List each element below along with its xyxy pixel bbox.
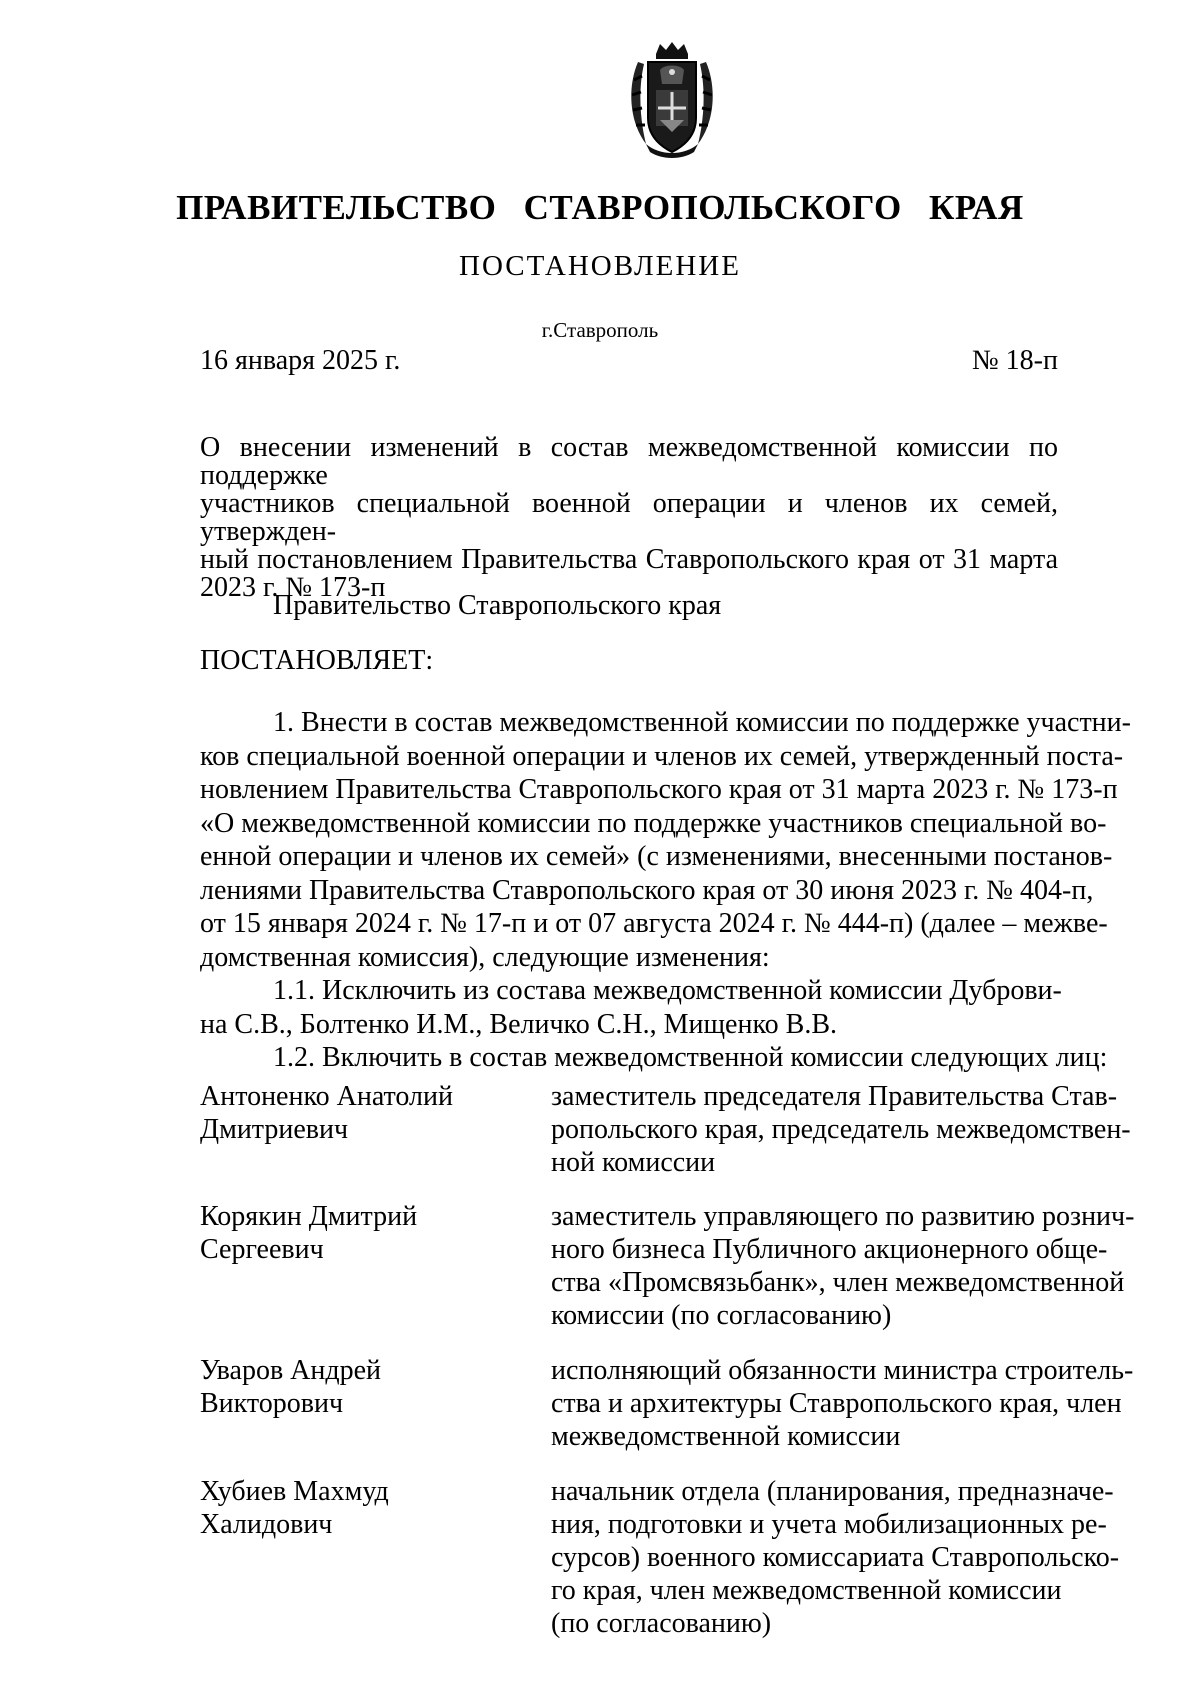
preamble-decree: ПОСТАНОВЛЯЕТ:	[200, 645, 434, 676]
member-role	[551, 1475, 1120, 1640]
item-1-line: новлением Правительства Ставропольского края от 31 марта 2023 г. № 173-п	[200, 774, 1118, 805]
document-date: 16 января 2025 г.	[200, 345, 401, 376]
member-role-line: го края, член межведомственной комиссии	[551, 1575, 1062, 1606]
item-1-line: «О межведомственной комиссии по поддержке участников специальной во-	[200, 807, 1107, 839]
subject-line: 2023 г. № 173-п	[200, 572, 386, 603]
subject-line: ный постановлением Правительства Ставропольского края от 31 марта	[200, 544, 1058, 575]
member-name	[200, 1080, 520, 1146]
member-role-line: ного бизнеса Публичного акционерного обще-	[551, 1234, 1108, 1265]
member-role-line: комиссии (по согласованию)	[551, 1300, 892, 1331]
item-1-line: ков специальной военной операции и членов их семей, утвержденный поста-	[200, 740, 1124, 772]
subject-line: участников специальной военной операции и членов их семей, утвержден-	[200, 488, 1058, 547]
item-1-1-line: на С.В., Болтенко И.М., Величко С.Н., Мищенко В.В.	[200, 1008, 837, 1040]
member-surname-first: Антоненко Анатолий	[200, 1081, 453, 1112]
document-type: ПОСТАНОВЛЕНИЕ	[459, 250, 741, 282]
document-subject	[200, 434, 1058, 602]
government-title: ПРАВИТЕЛЬСТВО СТАВРОПОЛЬСКОГО КРАЯ	[176, 188, 1024, 227]
item-1-line: лениями Правительства Ставропольского края от 30 июня 2023 г. № 404-п,	[200, 874, 1094, 906]
member-role-line: заместитель председателя Правительства Став-	[551, 1081, 1118, 1112]
item-1-line: 1. Внести в состав межведомственной комиссии по поддержке участни-	[273, 707, 1131, 738]
member-name	[200, 1200, 520, 1266]
member-role	[551, 1354, 1134, 1453]
document-number: № 18-п	[971, 345, 1058, 376]
member-role-line: ния, подготовки и учета мобилизационных ре-	[551, 1509, 1107, 1540]
member-name	[200, 1354, 520, 1420]
member-role-line: заместитель управляющего по развитию рознич-	[551, 1201, 1135, 1232]
member-role-line: исполняющий обязанности министра строитель-	[551, 1355, 1134, 1386]
item-1-1-line: 1.1. Исключить из состава межведомственной комиссии Дуброви-	[273, 975, 1062, 1006]
member-role-line: начальник отдела (планирования, предназначе-	[551, 1476, 1114, 1507]
member-role	[551, 1080, 1131, 1179]
member-role-line: ства «Промсвязьбанк», член межведомственной	[551, 1267, 1125, 1298]
item-1-line: от 15 января 2024 г. № 17-п и от 07 августа 2024 г. № 444-п) (далее – межве-	[200, 908, 1108, 939]
member-patronymic: Сергеевич	[200, 1234, 324, 1265]
item-1-line: енной операции и членов их семей» (с изменениями, внесенными постанов-	[200, 841, 1113, 872]
item-1	[200, 706, 1131, 1075]
member-role-line: межведомственной комиссии	[551, 1421, 901, 1452]
subject-line: О внесении изменений в состав межведомственной комиссии по поддержке	[200, 432, 1058, 491]
member-role-line: (по согласованию)	[551, 1608, 772, 1639]
member-surname-first: Уваров Андрей	[200, 1355, 382, 1386]
item-1-line: домственная комиссия), следующие изменения:	[200, 941, 770, 973]
member-name	[200, 1475, 520, 1541]
member-role-line: ропольского края, председатель межведомствен-	[551, 1114, 1131, 1145]
member-patronymic: Халидович	[200, 1509, 333, 1540]
member-role-line: ной комиссии	[551, 1147, 716, 1178]
city: г.Ставрополь	[541, 318, 659, 342]
member-surname-first: Корякин Дмитрий	[200, 1201, 418, 1232]
member-role-line: сурсов) военного комиссариата Ставропольско-	[551, 1542, 1120, 1573]
member-patronymic: Дмитриевич	[200, 1114, 349, 1145]
member-role-line: ства и архитектуры Ставропольского края, член	[551, 1388, 1122, 1419]
item-1-2: 1.2. Включить в состав межведомственной комиссии следующих лиц:	[273, 1042, 1108, 1073]
preamble-government: Правительство Ставропольского края	[273, 590, 722, 621]
coat-of-arms-icon	[626, 40, 718, 160]
member-surname-first: Хубиев Махмуд	[200, 1476, 389, 1507]
member-role	[551, 1200, 1135, 1332]
member-patronymic: Викторович	[200, 1388, 344, 1419]
